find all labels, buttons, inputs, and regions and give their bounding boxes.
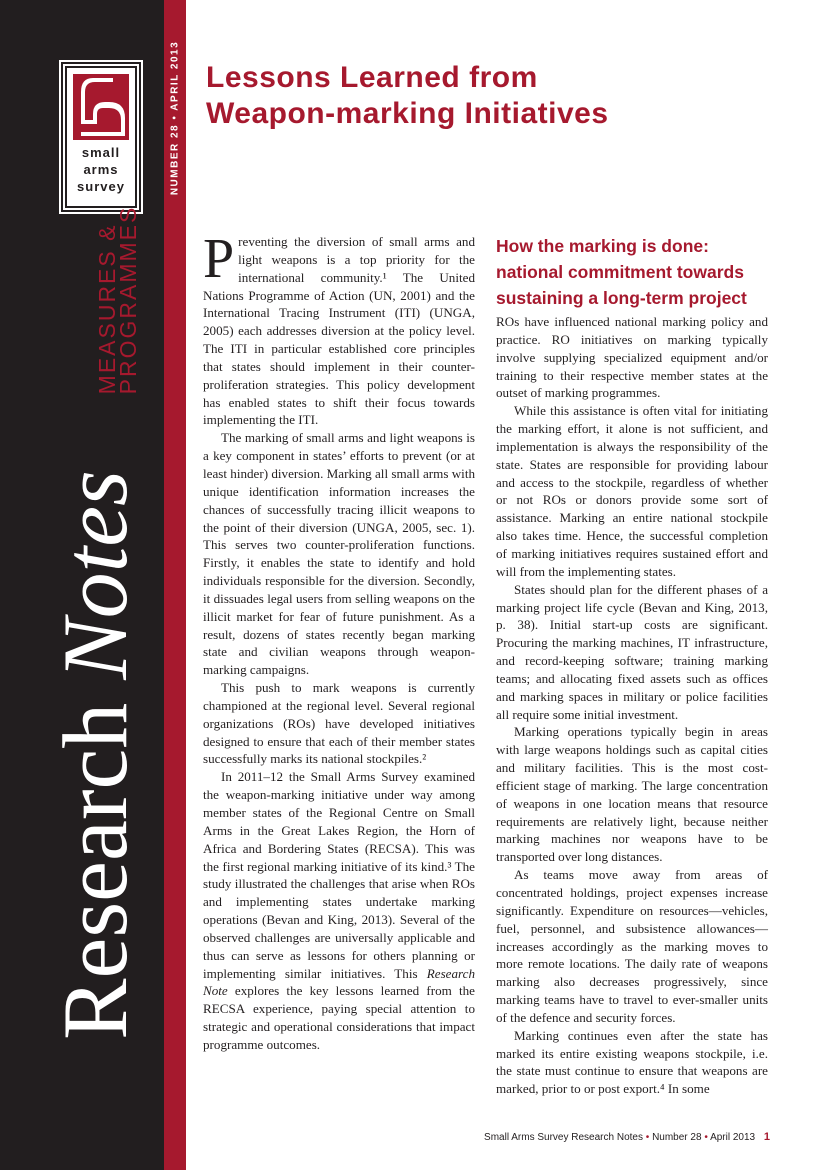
footer-bullet: • [645,1132,650,1143]
column-left [203,228,476,1054]
paragraph: Marking operations typically begin in areas with large weapons holdings such as capital cities and military facilities. This is the most cost-efficient stage of marking. The large concentration of weapons in one location means that resource requirements are relatively light, because neither marking machines nor weapons have to be transported over long distances. [496,724,768,865]
paragraph: While this assistance is often vital for initiating the marking effort, it alone is not sufficient, and implementation is always the responsibility of the state. States are responsible for providing labour and access to the stockpile, regardless of whether or not ROs or donors provide some sort of assistance. Marking an entire national stockpile also takes time. Hence, the successful completion of marking initiatives requires sustained effort and will from the implementing states. [496,403,768,579]
footer-number: Number 28 [652,1132,702,1143]
sidebar [0,0,164,1170]
footer-date: April 2013 [710,1132,756,1143]
footer-publication: Small Arms Survey Research Notes [484,1132,643,1143]
footer-bullet: • [704,1132,708,1143]
paragraph [203,768,475,1054]
paragraph: This push to mark weapons is currently championed at the regional level. Several regional organizations (ROs) have developed initiatives designed to ensure that each of their member states successfully marks its national stockpiles.² [203,680,475,767]
logo-word-small: small [81,145,121,160]
title-line-2: Weapon-marking Initiatives [206,97,609,130]
drop-cap: P [203,228,235,290]
small-arms-survey-logo [59,60,143,214]
series-title-roman: Research [44,679,146,1040]
series-title [44,470,146,1040]
logo-word-arms: arms [83,162,119,177]
section-label [94,205,141,395]
paragraph [203,228,475,429]
paragraph-text: In 2011–12 the Small Arms Survey examined the weapon-marking initiative under way among member states of the Regional Centre on Small Arms in the Great Lakes Region, the Horn of Africa and Bordering States (RECSA). This was the first regional marking initiative of its kind.³ The study illustrated the challenges that arise when ROs and implementing states undertake marking operations (Bevan and King, 2013). Several of the observed challenges are universally applicable and thus can serve as lessons for others planning or implementing similar initiatives. This [203,769,475,981]
page-title [206,60,766,132]
paragraph: The marking of small arms and light weapons is a key component in states’ efforts to prevent (or at least hinder) diversion. Marking all small arms with unique identification information increases the chances of successfully tracing illicit weapons to the point of their diversion (UNGA, 2005, sec. 1). This serves two counter-proliferation functions. Firstly, it enables the state to identify and hold individuals responsible for the diversion. Secondly, it dissuades legal users from selling weapons on the illicit market for fear of future punishment. As a result, dozens of states recently began marking state and civilian weapons through weapon-marking campaigns. [203,430,476,678]
italic-title: Research Note [203,965,475,999]
paragraph: Marking continues even after the state has marked its entire existing weapons stockpile, i.e. the state must continue to ensure that weapons are marked, prior to or post export.⁴ In some [496,1027,768,1097]
paragraph-text: explores the key lessons learned from the RECSA experience, paying special attention to strategic and operational considerations that impact programme outcomes. [203,983,475,1052]
logo-mark-icon [73,74,129,140]
paragraph-text: reventing the diversion of small arms and light weapons is a top priority for the international community.¹ The United Nations Programme of Action (UN, 2001) and the International Tracing Instrument (ITI) (UNGA, 2005) each addresses diversion at the policy level. The ITI in particular established core principles that states should implement in their counter-proliferation strategies. This policy development has enabled states to shift their focus towards implementing the ITI. [203,234,475,428]
section-label-line2: PROGRAMMES [115,205,141,395]
title-line-1: Lessons Learned from [206,61,538,94]
paragraph: As teams move away from areas of concentrated holdings, project expenses increase significantly. Expenditure on resources—vehicles, fuel, personnel, and subsistence allowances—increases accordingly as the marking moves to more remote locations. The daily rate of weapons marking also decreases progressively, since marking teams have to travel to ever-smaller units of the defence and security forces. [496,867,768,1025]
page-number: 1 [763,1131,770,1143]
issue-line: NUMBER 28 • APRIL 2013 [169,40,181,196]
series-title-italic: Notes [44,470,146,680]
page-footer [470,1131,770,1143]
column-right [496,233,768,1098]
logo-word-survey: survey [77,179,125,194]
paragraph: States should plan for the different phases of a marking project life cycle (Bevan and King, 2013, p. 38). Initial start-up costs are significant. Procuring the marking machines, IT infrastructure, and record-keeping software; training marking teams; and allocating fixed assets such as offices and marking spaces in military or police facilities all require some initial investment. [496,581,768,722]
section-label-line1: MEASURES & [94,223,120,395]
paragraph: ROs have influenced national marking policy and practice. RO initiatives on marking typically involve supplying specialized equipment and/or training to their respective member states at the outset of marking programmes. [496,314,768,401]
section-heading: How the marking is done: national commitment towards sustaining a long-term project [496,236,747,308]
